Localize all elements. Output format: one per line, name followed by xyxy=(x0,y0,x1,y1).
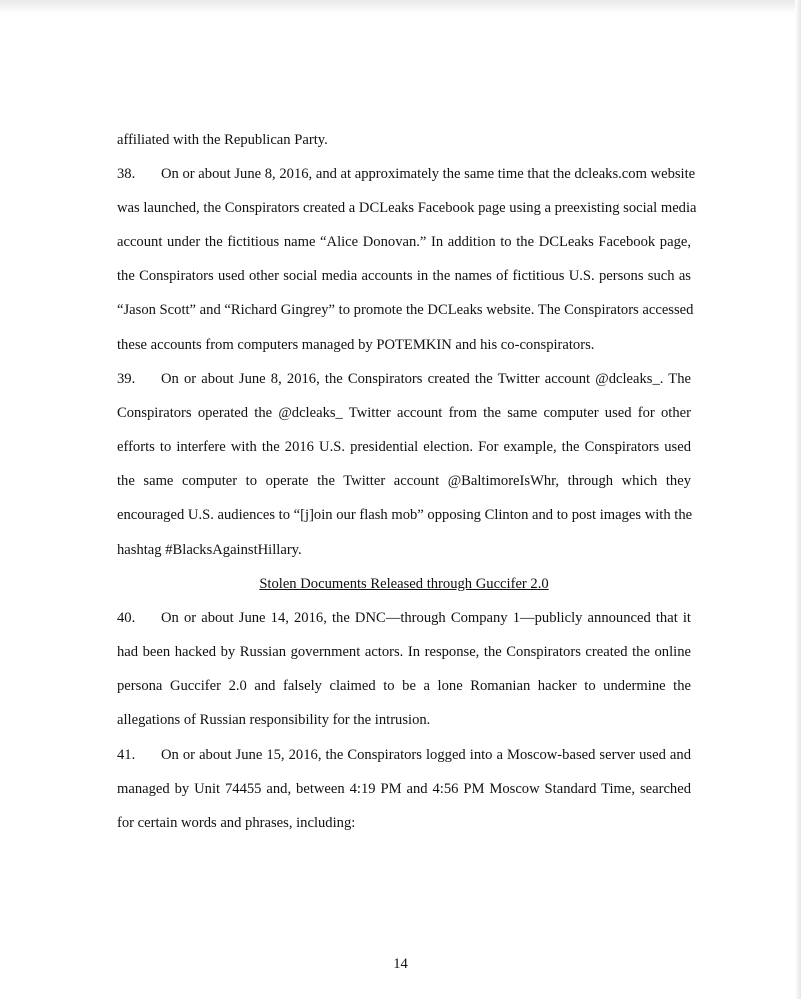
paragraph-number: 38. xyxy=(117,166,136,182)
text-line: these accounts from computers managed by POTEMKIN and his co-conspirators. xyxy=(117,337,595,353)
text-line: affiliated with the Republican Party. xyxy=(117,132,328,148)
text-line: managed by Unit 74455 and, between 4:19 PM and 4:56 PM Moscow Standard Time, searched xyxy=(117,781,691,797)
text-line: the same computer to operate the Twitter account @BaltimoreIsWhr, through which they xyxy=(117,473,691,489)
text-line: Conspirators operated the @dcleaks_ Twitter account from the same computer used for other xyxy=(117,405,691,421)
text-line: encouraged U.S. audiences to “[j]oin our flash mob” opposing Clinton and to post images with the xyxy=(117,507,693,523)
paragraph-40-line-1: 40. On or about June 14, 2016, the DNC—through Company 1—publicly announced that it xyxy=(117,610,691,626)
text-line: was launched, the Conspirators created a DCLeaks Facebook page using a preexisting social media xyxy=(117,200,697,216)
page-side-shadow xyxy=(795,0,801,999)
page-top-shadow xyxy=(0,0,801,14)
paragraph-38-line-1: 38. On or about June 8, 2016, and at approximately the same time that the dcleaks.com website xyxy=(117,166,696,182)
text-line: had been hacked by Russian government actors. In response, the Conspirators created the online xyxy=(117,644,691,660)
text-line: “Jason Scott” and “Richard Gingrey” to promote the DCLeaks website. The Conspirators accessed xyxy=(117,302,694,318)
paragraph-number: 39. xyxy=(117,371,136,387)
paragraph-41-line-1: 41. On or about June 15, 2016, the Conspirators logged into a Moscow-based server used and xyxy=(117,747,691,763)
section-heading: Stolen Documents Released through Guccifer 2.0 xyxy=(259,576,549,592)
paragraph-number: 41. xyxy=(117,747,136,763)
text-line: allegations of Russian responsibility for the intrusion. xyxy=(117,712,431,728)
paragraph-number: 40. xyxy=(117,610,136,626)
text-line: efforts to interfere with the 2016 U.S. presidential election. For example, the Conspirators used xyxy=(117,439,691,455)
paragraph-39-line-1: 39. On or about June 8, 2016, the Conspirators created the Twitter account @dcleaks_. The xyxy=(117,371,691,387)
text-line: persona Guccifer 2.0 and falsely claimed to be a lone Romanian hacker to undermine the xyxy=(117,678,691,694)
text-line: account under the fictitious name “Alice Donovan.” In addition to the DCLeaks Facebook page, xyxy=(117,234,691,250)
text-line: hashtag #BlacksAgainstHillary. xyxy=(117,542,302,558)
text-line: the Conspirators used other social media accounts in the names of fictitious U.S. persons such as xyxy=(117,268,691,284)
text-line: for certain words and phrases, including: xyxy=(117,815,356,831)
page-number: 14 xyxy=(393,956,408,972)
